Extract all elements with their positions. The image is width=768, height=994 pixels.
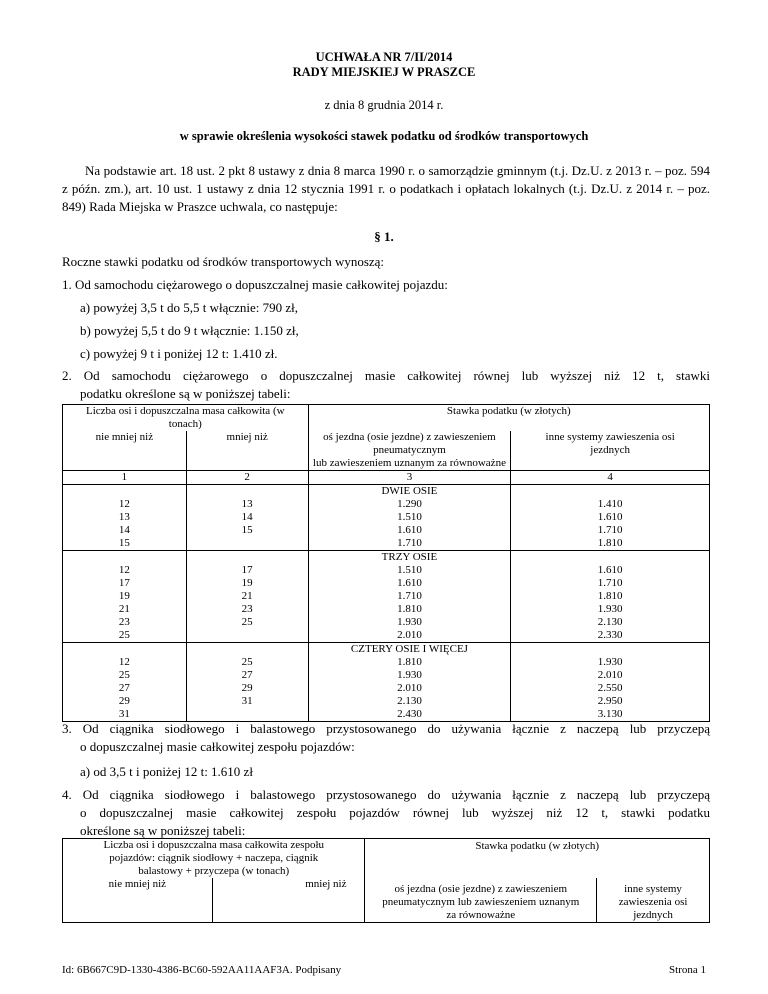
min-value: 17 bbox=[118, 577, 130, 589]
title-line-1: UCHWAŁA NR 7/II/2014 bbox=[315, 50, 453, 64]
column-number: 3 bbox=[308, 471, 511, 485]
header-other-line-2: jezdnych bbox=[590, 444, 630, 456]
rate-value: 1.930 bbox=[597, 656, 623, 668]
group-label: DWIE OSIE bbox=[381, 485, 438, 497]
item-4-line-2: o dopuszczalnej masie całkowitej zespołu pojazdów równej lub wyższej niż 12 t, stawki podatku bbox=[80, 805, 710, 820]
other-cell bbox=[511, 551, 710, 643]
item-2-line-1: 2. Od samochodu ciężarowego o dopuszczalnej masie całkowitej równej lub wyższej niż 12 t, stawki bbox=[62, 368, 710, 383]
other-cell bbox=[511, 643, 710, 722]
header-axes-line-2: pojazdów: ciągnik siodłowy + naczepa, ciągnik bbox=[109, 852, 319, 864]
column-number: 1 bbox=[63, 471, 187, 485]
min-value: 25 bbox=[118, 629, 130, 641]
max-value: 15 bbox=[241, 524, 253, 536]
rate-value: 1.710 bbox=[397, 590, 422, 602]
rate-value: 1.510 bbox=[397, 511, 422, 523]
min-value: 27 bbox=[118, 682, 130, 694]
rate-value: 1.930 bbox=[597, 603, 623, 615]
max-cell bbox=[186, 485, 308, 551]
max-value: 25 bbox=[241, 656, 253, 668]
item-1-a: a) powyżej 3,5 t do 5,5 t włącznie: 790 zł, bbox=[80, 300, 299, 315]
document-subject: w sprawie określenia wysokości stawek podatku od środków transportowych bbox=[179, 129, 589, 143]
header-pneumatic bbox=[308, 431, 511, 471]
max-value: 27 bbox=[241, 669, 253, 681]
footer-page-number: Strona 1 bbox=[669, 964, 706, 976]
pneumatic-cell bbox=[308, 485, 511, 551]
item-3-a: a) od 3,5 t i poniżej 12 t: 1.610 zł bbox=[80, 764, 253, 779]
rate-value: 1.610 bbox=[397, 577, 422, 589]
group-label: TRZY OSIE bbox=[381, 551, 438, 563]
min-value: 23 bbox=[118, 616, 130, 628]
max-cell bbox=[186, 551, 308, 643]
min-value: 19 bbox=[118, 590, 130, 602]
max-value: 29 bbox=[241, 682, 253, 694]
header-pneumatic-line-2: pneumatycznym bbox=[373, 444, 446, 456]
rate-value: 1.930 bbox=[397, 616, 422, 628]
header-other bbox=[597, 878, 710, 923]
rate-value: 1.610 bbox=[397, 524, 422, 536]
item-4-line-3: określone są w poniższej tabeli: bbox=[80, 823, 246, 838]
header-pneumatic-line-1: oś jezdna (osie jezdne) z zawieszeniem bbox=[394, 883, 568, 895]
header-max: mniej niż bbox=[186, 431, 308, 471]
rates-table-tractors bbox=[62, 838, 710, 923]
header-other-line-3: jezdnych bbox=[633, 909, 673, 921]
max-value: 21 bbox=[241, 590, 253, 602]
title-line-2: RADY MIEJSKIEJ W PRASZCE bbox=[292, 65, 476, 79]
item-1-c: c) powyżej 9 t i poniżej 12 t: 1.410 zł. bbox=[80, 346, 278, 361]
other-cell bbox=[511, 485, 710, 551]
min-value: 15 bbox=[118, 537, 130, 549]
max-cell bbox=[186, 643, 308, 722]
item-2 bbox=[62, 367, 710, 403]
document-date: z dnia 8 grudnia 2014 r. bbox=[324, 98, 444, 112]
rate-value: 1.610 bbox=[597, 511, 623, 523]
group-label: CZTERY OSIE I WIĘCEJ bbox=[350, 643, 468, 655]
header-pneumatic bbox=[365, 878, 597, 923]
header-axes bbox=[63, 839, 365, 879]
item-4 bbox=[62, 786, 710, 840]
rate-value: 1.710 bbox=[597, 524, 623, 536]
rate-value: 1.710 bbox=[597, 577, 623, 589]
min-value: 21 bbox=[118, 603, 130, 615]
header-pneumatic-line-3: za równoważne bbox=[446, 909, 516, 921]
min-cell bbox=[63, 551, 187, 643]
rate-value: 2.130 bbox=[597, 616, 623, 628]
rate-value: 2.330 bbox=[597, 629, 623, 641]
rate-value: 2.950 bbox=[597, 695, 623, 707]
header-rate: Stawka podatku (w złotych) bbox=[308, 405, 709, 432]
rate-value: 2.010 bbox=[397, 682, 422, 694]
rate-value: 1.810 bbox=[397, 603, 422, 615]
header-axes bbox=[63, 405, 309, 432]
min-value: 29 bbox=[118, 695, 130, 707]
header-axes-line-2: tonach) bbox=[168, 418, 202, 430]
min-cell bbox=[63, 485, 187, 551]
header-other-line-2: zawieszenia osi bbox=[618, 896, 688, 908]
item-2-line-2: podatku określone są w poniższej tabeli: bbox=[80, 386, 291, 401]
min-value: 31 bbox=[118, 708, 130, 720]
max-value: 14 bbox=[241, 511, 253, 523]
table-row bbox=[63, 643, 710, 722]
min-value: 25 bbox=[118, 669, 130, 681]
max-value bbox=[187, 629, 308, 642]
min-value: 14 bbox=[118, 524, 130, 536]
rate-value: 1.290 bbox=[397, 498, 422, 510]
max-value: 13 bbox=[241, 498, 253, 510]
min-cell bbox=[63, 643, 187, 722]
header-other-line-1: inne systemy bbox=[624, 883, 682, 895]
rate-value: 2.130 bbox=[397, 695, 422, 707]
rate-value: 1.810 bbox=[597, 537, 623, 549]
column-number: 2 bbox=[186, 471, 308, 485]
rate-value: 1.810 bbox=[597, 590, 623, 602]
column-number: 4 bbox=[511, 471, 710, 485]
section-lead: Roczne stawki podatku od środków transportowych wynoszą: bbox=[62, 254, 385, 269]
rate-value: 1.710 bbox=[397, 537, 422, 549]
header-min: nie mniej niż bbox=[63, 431, 187, 471]
max-value: 19 bbox=[241, 577, 253, 589]
header-axes-line-1: Liczba osi i dopuszczalna masa całkowita (w bbox=[86, 405, 285, 417]
section-heading: § 1. bbox=[374, 229, 394, 244]
header-other-line-1: inne systemy zawieszenia osi bbox=[545, 431, 675, 443]
table-row bbox=[63, 485, 710, 551]
header-pneumatic-line-2: pneumatycznym lub zawieszeniem uznanym bbox=[382, 896, 580, 908]
header-pneumatic-line-1: oś jezdna (osie jezdne) z zawieszeniem bbox=[323, 431, 496, 443]
max-value: 25 bbox=[241, 616, 253, 628]
pneumatic-cell bbox=[308, 643, 511, 722]
rate-value: 2.010 bbox=[597, 669, 623, 681]
rate-value: 1.810 bbox=[397, 656, 422, 668]
min-value: 12 bbox=[118, 564, 130, 576]
rate-value: 2.010 bbox=[397, 629, 422, 641]
rate-value: 2.430 bbox=[397, 708, 422, 720]
item-1-b: b) powyżej 5,5 t do 9 t włącznie: 1.150 zł, bbox=[80, 323, 299, 338]
rates-table-trucks bbox=[62, 404, 710, 722]
item-3 bbox=[62, 720, 710, 756]
header-axes-line-1: Liczba osi i dopuszczalna masa całkowita zespołu bbox=[103, 839, 324, 851]
max-value: 31 bbox=[241, 695, 253, 707]
footer-document-id: Id: 6B667C9D-1330-4386-BC60-592AA11AAF3A. Podpisany bbox=[62, 964, 342, 976]
rate-value: 3.130 bbox=[597, 708, 623, 720]
header-axes-line-3: balastowy + przyczepa (w tonach) bbox=[138, 865, 290, 877]
item-1: 1. Od samochodu ciężarowego o dopuszczalnej masie całkowitej pojazdu: bbox=[62, 277, 448, 292]
table-row bbox=[63, 551, 710, 643]
item-3-line-2: o dopuszczalnej masie całkowitej zespołu pojazdów: bbox=[80, 739, 355, 754]
rate-value: 2.550 bbox=[597, 682, 623, 694]
pneumatic-cell bbox=[308, 551, 511, 643]
document-title bbox=[0, 50, 768, 80]
header-other bbox=[511, 431, 710, 471]
max-value bbox=[187, 537, 308, 550]
header-max: mniej niż bbox=[212, 878, 365, 923]
min-value: 13 bbox=[118, 511, 130, 523]
header-pneumatic-line-3: lub zawieszeniem uznanym za równoważne bbox=[312, 457, 506, 469]
max-value: 17 bbox=[241, 564, 253, 576]
header-min: nie mniej niż bbox=[63, 878, 213, 923]
header-rate: Stawka podatku (w złotych) bbox=[365, 839, 710, 879]
rate-value: 1.410 bbox=[597, 498, 623, 510]
column-numbers-row bbox=[63, 471, 710, 485]
rate-value: 1.510 bbox=[397, 564, 422, 576]
max-value: 23 bbox=[241, 603, 253, 615]
min-value: 12 bbox=[118, 656, 130, 668]
item-4-line-1: 4. Od ciągnika siodłowego i balastowego przystosowanego do używania łącznie z naczepą lub przyczepą bbox=[62, 787, 710, 802]
rate-value: 1.930 bbox=[397, 669, 422, 681]
intro-paragraph: Na podstawie art. 18 ust. 2 pkt 8 ustawy z dnia 8 marca 1990 r. o samorządzie gminnym (t.j. Dz.U. z 2013 r. – poz. 594 z późn. zm.), art. 10 ust. 1 ustawy z dnia 12 stycznia 1991 r. o podatkach i opłatach lokalnych (t.j. Dz.U. z 2014 r. – poz. 849) Rada Miejska w Praszce uchwala, co następuje: bbox=[62, 163, 710, 214]
rate-value: 1.610 bbox=[597, 564, 623, 576]
min-value: 12 bbox=[118, 498, 130, 510]
item-3-line-1: 3. Od ciągnika siodłowego i balastowego przystosowanego do używania łącznie z naczepą lub przyczepą bbox=[62, 721, 710, 736]
